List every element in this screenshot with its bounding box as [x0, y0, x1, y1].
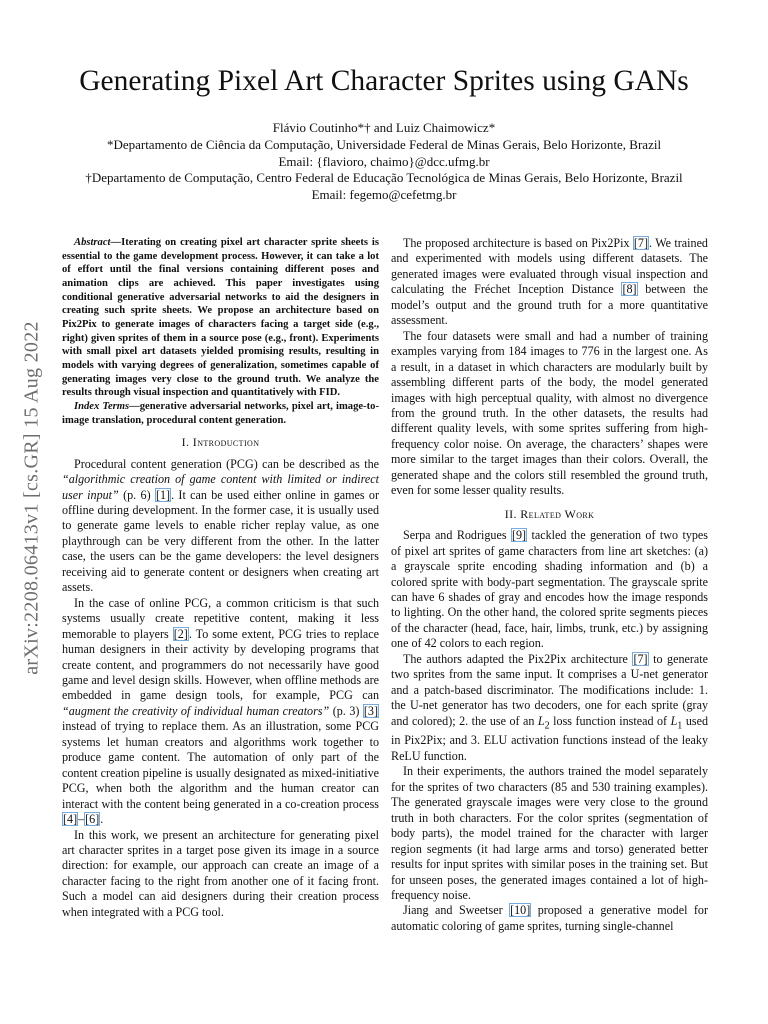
author-block — [40, 120, 728, 204]
citation-link[interactable]: [3] — [363, 703, 378, 718]
citation-link[interactable]: [7] — [633, 651, 648, 666]
citation-link[interactable]: [9] — [511, 528, 527, 543]
intro-paragraph-1: Procedural content generation (PCG) can be described as the “algorithmic creation of game content with limited or indirect user input” (p. 6) [1]. It can be used either online in games or offline during development. In the former case, it is usually used to generate game levels to enable richer replay value, as one playthrough can be very different from the other. In the latter case, the users can be the game developers: the level designers receiving aid to generate content or designers when creating art assets. — [62, 456, 379, 595]
abstract-label: Abstract — [74, 237, 111, 248]
email-2: Email: fegemo@cefetmg.br — [311, 187, 457, 203]
left-column — [62, 236, 379, 920]
citation-link[interactable]: [4] — [63, 812, 78, 827]
citation-link[interactable]: [7] — [633, 236, 649, 250]
citation-link[interactable]: [6] — [85, 812, 100, 827]
citation-link[interactable]: [2] — [173, 626, 188, 641]
citation-link[interactable]: [10] — [510, 903, 531, 918]
intro-paragraph-2: In the case of online PCG, a common criticism is that such systems usually create repetitive content, making it less memorable to players [2]. To some extent, PCG tries to replace human designers in their activity by developing programs that create content, and programmers do not necessarily have good game and level design skills. However, when offline methods are embedded in game design tools, for example, PCG can “augment the creativity of individual human creators” (p. 3) [3] instead of trying to replace them. As an illustration, some PCG systems let human creators and algorithms work together to produce game content. The automation of only part of the content creation pipeline is usually designated as mixed-initiative PCG, when both the algorithm and the human creator can interact with the content being generated in a co-creation process [4]–[6]. — [62, 595, 379, 827]
section-heading-related: II. Related Work — [504, 506, 595, 521]
abstract-text: —Iterating on creating pixel art character sprite sheets is essential to the game development process. However, it can take a lot of effort until the final versions containing different poses and animation clips are achieved. This paper investigates using conditional generative adversarial networks to aid the designers in creating such sprite sheets. We propose an architecture based on Pix2Pix to generate images of characters facing a target side (e.g., right) given sprites of them in a source pose (e.g., front). Experiments with small pixel art datasets yielded promising results, resulting in models with varying degrees of generalization, sometimes capable of generating images very close to the ground truth. We analyze the results through visual inspection and quantitatively with FID. — [62, 237, 379, 399]
arxiv-id: arXiv:2208.06413v1 [cs.GR] 15 Aug 2022 — [20, 321, 43, 675]
affiliation-1: *Departamento de Ciência da Computação, Universidade Federal de Minas Gerais, Belo Horizonte, Brazil — [106, 136, 662, 152]
intro-paragraph-3: In this work, we present an architecture for generating pixel art character sprites in a target pose given its image in a source direction: for example, our approach can create an image of a character facing to the right from another one of it facing front. Such a model can aid designers during their creation process when integrated with a PCG tool. — [62, 827, 379, 919]
citation-link[interactable]: [8] — [622, 282, 637, 297]
related-paragraph-4: Jiang and Sweetser [10] proposed a generative model for automatic coloring of game sprites, turning single-channel — [391, 903, 709, 933]
intro-paragraph-4: The proposed architecture is based on Pix2Pix [7]. We trained and experimented with models using different datasets. The generated images were evaluated through visual inspection and calculating the Fréchet Inception Distance [8] between the model’s output and the ground truth for a more quantitative assessment. — [391, 236, 708, 328]
email-1: Email: {flavioro, chaimo}@dcc.ufmg.br — [278, 153, 490, 169]
citation-link[interactable]: [1] — [155, 487, 171, 502]
right-column — [391, 236, 708, 934]
abstract — [62, 236, 379, 400]
index-terms-text: —generative adversarial networks, pixel art, image-to-image translation, procedural content generation. — [62, 400, 379, 426]
intro-paragraph-5: The four datasets were small and had a number of training examples varying from 184 images to 776 in the largest one. As a result, in a dataset in which characters are modularly built by assembling different parts of the body, the model generated images with high perceptual quality, with almost no divergence from the ground truth. In the other datasets, the results had different quality levels, with some sprites suffering from high-frequency color noise. On average, the characters’ shapes were more similar to the target images than their colors. Overall, the generated shape and the colors still resembled the ground truth, even for some lesser quality results. — [391, 328, 708, 498]
index-terms-label: Index Terms — [74, 400, 130, 412]
related-paragraph-2: The authors adapted the Pix2Pix architecture [7] to generate two sprites from the same input. It comprises a U-net generator and a patch-based discriminator. The modifications include: 1. the U-net generator has two decoders, one for each sprite (gray and colored); 2. the use of an $L_2$ loss function instead of $L_1$ used in Pix2Pix; and 3. ELU activation functions instead of the leaky ReLU function. — [391, 651, 708, 763]
related-paragraph-1: Serpa and Rodrigues [9] tackled the generation of two types of pixel art sprites of game characters from line art sketches: (a) a grayscale sprite encoding shading information and (b) a colored sprite with body-part segmentation. The grayscale sprite can have 6 shades of gray and encodes how the image responds to lighting. On the other hand, the colored sprite segments pieces of the character (head, face, hair, limbs, trunk, etc.) by assigning one of 42 colors to each region. — [391, 528, 708, 651]
index-terms — [62, 400, 379, 427]
paper-title: Generating Pixel Art Character Sprites using GANs — [79, 65, 689, 97]
author-names: Flávio Coutinho*† and Luiz Chaimowicz* — [272, 120, 496, 135]
section-heading-intro: I. Introduction — [181, 435, 260, 450]
affiliation-2: †Departamento de Computação, Centro Federal de Educação Tecnológica de Minas Gerais, Belo Horizonte, Brazil — [85, 170, 683, 186]
arxiv-side-label — [14, 268, 50, 728]
related-paragraph-3: In their experiments, the authors trained the model separately for the sprites of two characters (85 and 530 training examples). The generated grayscale images were very close to the ground truth in both characters. For the color sprites (segmentation of body parts), the model trained for the character with larger region segments (it had large arms and torso) generated better results for input sprites with similar poses in the training set. But for unseen poses, the generated images contained a lot of high-frequency noise. — [391, 764, 708, 902]
